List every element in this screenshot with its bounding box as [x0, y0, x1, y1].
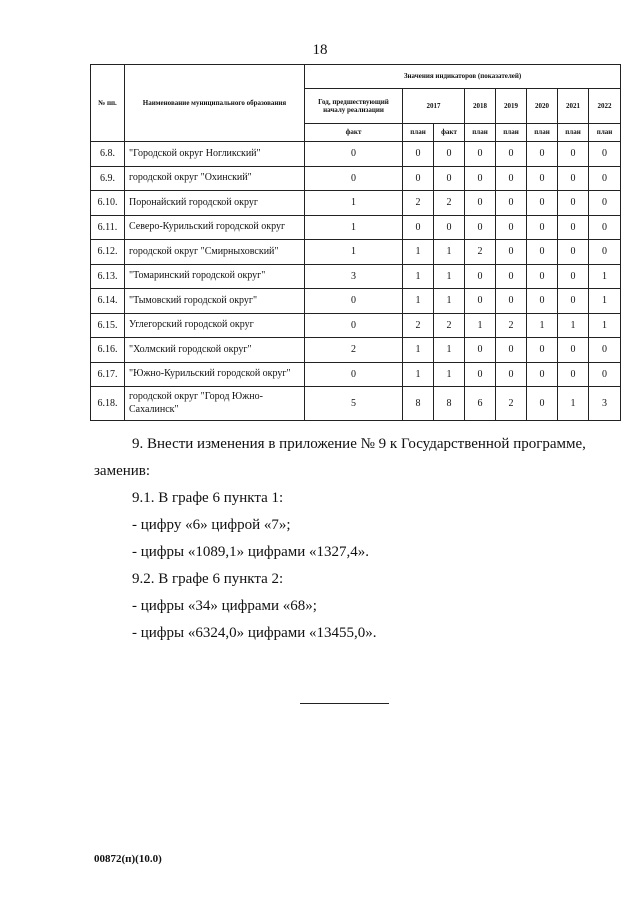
- indicator-value: 0: [305, 362, 403, 387]
- municipality-name: городской округ "Охинский": [125, 166, 305, 191]
- header-municipality: Наименование муниципального образования: [125, 65, 305, 142]
- indicator-value: 0: [589, 215, 621, 240]
- indicator-value: 0: [527, 362, 558, 387]
- table-row: [91, 387, 621, 421]
- row-number: 6.9.: [91, 166, 125, 191]
- indicator-value: 0: [305, 289, 403, 314]
- indicator-value: 3: [305, 264, 403, 289]
- indicator-value: 0: [403, 166, 434, 191]
- header-unit: факт: [305, 124, 403, 142]
- paragraph: 9.1. В графе 6 пункта 1:: [132, 490, 284, 506]
- table-row: [91, 166, 621, 191]
- indicator-value: 2: [496, 313, 527, 338]
- municipality-name: Северо-Курильский городской округ: [125, 215, 305, 240]
- indicator-value: 2: [434, 313, 465, 338]
- indicator-value: 1: [589, 313, 621, 338]
- indicator-value: 0: [465, 362, 496, 387]
- municipality-name: городской округ "Город Южно-Сахалинск": [125, 387, 305, 421]
- row-number: 6.11.: [91, 215, 125, 240]
- indicator-value: 1: [434, 264, 465, 289]
- indicator-value: 0: [589, 240, 621, 265]
- paragraph: 9.2. В графе 6 пункта 2:: [132, 571, 284, 587]
- indicator-value: 1: [434, 240, 465, 265]
- indicator-value: 2: [403, 191, 434, 216]
- indicator-value: 1: [403, 362, 434, 387]
- indicator-value: 0: [558, 215, 589, 240]
- indicator-value: 1: [589, 289, 621, 314]
- header-prior-year: Год, предшествующий началу реализации: [305, 89, 403, 124]
- header-year: 2019: [496, 89, 527, 124]
- header-unit: план: [465, 124, 496, 142]
- indicator-value: 1: [465, 313, 496, 338]
- indicator-value: 0: [589, 362, 621, 387]
- indicator-value: 0: [434, 215, 465, 240]
- indicator-value: 0: [527, 240, 558, 265]
- indicator-value: 1: [589, 264, 621, 289]
- indicator-value: 1: [558, 387, 589, 421]
- indicator-value: 1: [558, 313, 589, 338]
- indicator-value: 0: [496, 338, 527, 363]
- indicator-value: 0: [434, 142, 465, 167]
- table-row: [91, 362, 621, 387]
- document-code: 00872(п)(10.0): [94, 853, 162, 865]
- indicator-value: 1: [403, 289, 434, 314]
- indicator-value: 0: [558, 142, 589, 167]
- municipality-name: "Тымовский городской округ": [125, 289, 305, 314]
- indicator-value: 0: [434, 166, 465, 191]
- page-number: 18: [312, 42, 328, 58]
- row-number: 6.16.: [91, 338, 125, 363]
- indicator-value: 2: [403, 313, 434, 338]
- indicator-value: 0: [527, 289, 558, 314]
- row-number: 6.12.: [91, 240, 125, 265]
- indicator-value: 3: [589, 387, 621, 421]
- indicator-value: 0: [558, 289, 589, 314]
- indicator-value: 1: [434, 362, 465, 387]
- indicator-value: 1: [434, 338, 465, 363]
- indicator-value: 0: [403, 142, 434, 167]
- indicator-value: 0: [496, 362, 527, 387]
- indicator-value: 1: [527, 313, 558, 338]
- indicator-value: 0: [558, 240, 589, 265]
- table-row: [91, 215, 621, 240]
- indicator-value: 0: [558, 362, 589, 387]
- table-body: [91, 142, 621, 421]
- indicator-value: 0: [496, 191, 527, 216]
- indicator-value: 0: [589, 191, 621, 216]
- indicator-value: 0: [465, 264, 496, 289]
- indicator-value: 0: [465, 215, 496, 240]
- indicator-value: 1: [434, 289, 465, 314]
- paragraph: - цифры «6324,0» цифрами «13455,0».: [132, 625, 377, 641]
- table-row: [91, 142, 621, 167]
- indicator-value: 0: [496, 289, 527, 314]
- header-unit: план: [403, 124, 434, 142]
- header-unit: план: [558, 124, 589, 142]
- indicator-value: 0: [465, 191, 496, 216]
- table-row: [91, 289, 621, 314]
- indicator-value: 0: [305, 166, 403, 191]
- row-number: 6.10.: [91, 191, 125, 216]
- header-unit: план: [527, 124, 558, 142]
- indicator-value: 0: [305, 313, 403, 338]
- municipality-name: "Томаринский городской округ": [125, 264, 305, 289]
- indicator-value: 0: [465, 289, 496, 314]
- indicators-table: [90, 64, 621, 421]
- table-row: [91, 313, 621, 338]
- header-indicators-group: Значения индикаторов (показателей): [305, 65, 621, 89]
- indicator-value: 0: [589, 142, 621, 167]
- header-unit: план: [496, 124, 527, 142]
- indicator-value: 0: [527, 142, 558, 167]
- header-number: № пп.: [91, 65, 125, 142]
- indicator-value: 0: [558, 166, 589, 191]
- header-unit: план: [589, 124, 621, 142]
- municipality-name: "Холмский городской округ": [125, 338, 305, 363]
- indicator-value: 1: [305, 215, 403, 240]
- paragraph: - цифру «6» цифрой «7»;: [132, 517, 291, 533]
- municipality-name: Углегорский городской округ: [125, 313, 305, 338]
- municipality-name: "Южно-Курильский городской округ": [125, 362, 305, 387]
- indicator-value: 0: [527, 191, 558, 216]
- indicator-value: 0: [558, 264, 589, 289]
- header-year: 2017: [403, 89, 465, 124]
- indicator-value: 8: [434, 387, 465, 421]
- indicator-value: 0: [403, 215, 434, 240]
- indicator-value: 0: [527, 166, 558, 191]
- row-number: 6.15.: [91, 313, 125, 338]
- header-year: 2018: [465, 89, 496, 124]
- row-number: 6.18.: [91, 387, 125, 421]
- indicator-value: 5: [305, 387, 403, 421]
- indicator-value: 0: [527, 215, 558, 240]
- table-row: [91, 338, 621, 363]
- indicator-value: 0: [527, 264, 558, 289]
- table-row: [91, 191, 621, 216]
- table-row: [91, 264, 621, 289]
- indicator-value: 1: [403, 338, 434, 363]
- indicator-value: 8: [403, 387, 434, 421]
- indicator-value: 1: [305, 191, 403, 216]
- indicator-value: 2: [305, 338, 403, 363]
- indicator-value: 0: [558, 191, 589, 216]
- municipality-name: "Городской округ Ногликский": [125, 142, 305, 167]
- indicator-value: 1: [403, 240, 434, 265]
- indicator-value: 6: [465, 387, 496, 421]
- indicator-value: 0: [496, 166, 527, 191]
- header-year: 2021: [558, 89, 589, 124]
- header-unit: факт: [434, 124, 465, 142]
- indicator-value: 1: [305, 240, 403, 265]
- divider-line: [300, 703, 389, 704]
- paragraph: - цифры «34» цифрами «68»;: [132, 598, 317, 614]
- indicator-value: 2: [434, 191, 465, 216]
- header-year: 2020: [527, 89, 558, 124]
- indicator-value: 0: [527, 338, 558, 363]
- row-number: 6.17.: [91, 362, 125, 387]
- indicator-value: 0: [589, 166, 621, 191]
- row-number: 6.13.: [91, 264, 125, 289]
- indicator-value: 0: [496, 240, 527, 265]
- paragraph: - цифры «1089,1» цифрами «1327,4».: [132, 544, 370, 560]
- header-year: 2022: [589, 89, 621, 124]
- table-row: [91, 240, 621, 265]
- row-number: 6.14.: [91, 289, 125, 314]
- indicator-value: 0: [496, 264, 527, 289]
- indicator-value: 0: [465, 142, 496, 167]
- indicator-value: 2: [496, 387, 527, 421]
- indicator-value: 0: [496, 215, 527, 240]
- indicator-value: 0: [589, 338, 621, 363]
- paragraph: 9. Внести изменения в приложение № 9 к Государственной программе,: [132, 436, 586, 452]
- paragraph: заменив:: [94, 463, 151, 479]
- indicator-value: 0: [465, 338, 496, 363]
- indicator-value: 0: [305, 142, 403, 167]
- municipality-name: Поронайский городской округ: [125, 191, 305, 216]
- indicator-value: 2: [465, 240, 496, 265]
- indicator-value: 0: [496, 142, 527, 167]
- indicator-value: 0: [527, 387, 558, 421]
- indicator-value: 0: [558, 338, 589, 363]
- indicator-value: 1: [403, 264, 434, 289]
- municipality-name: городской округ "Смирныховский": [125, 240, 305, 265]
- indicator-value: 0: [465, 166, 496, 191]
- row-number: 6.8.: [91, 142, 125, 167]
